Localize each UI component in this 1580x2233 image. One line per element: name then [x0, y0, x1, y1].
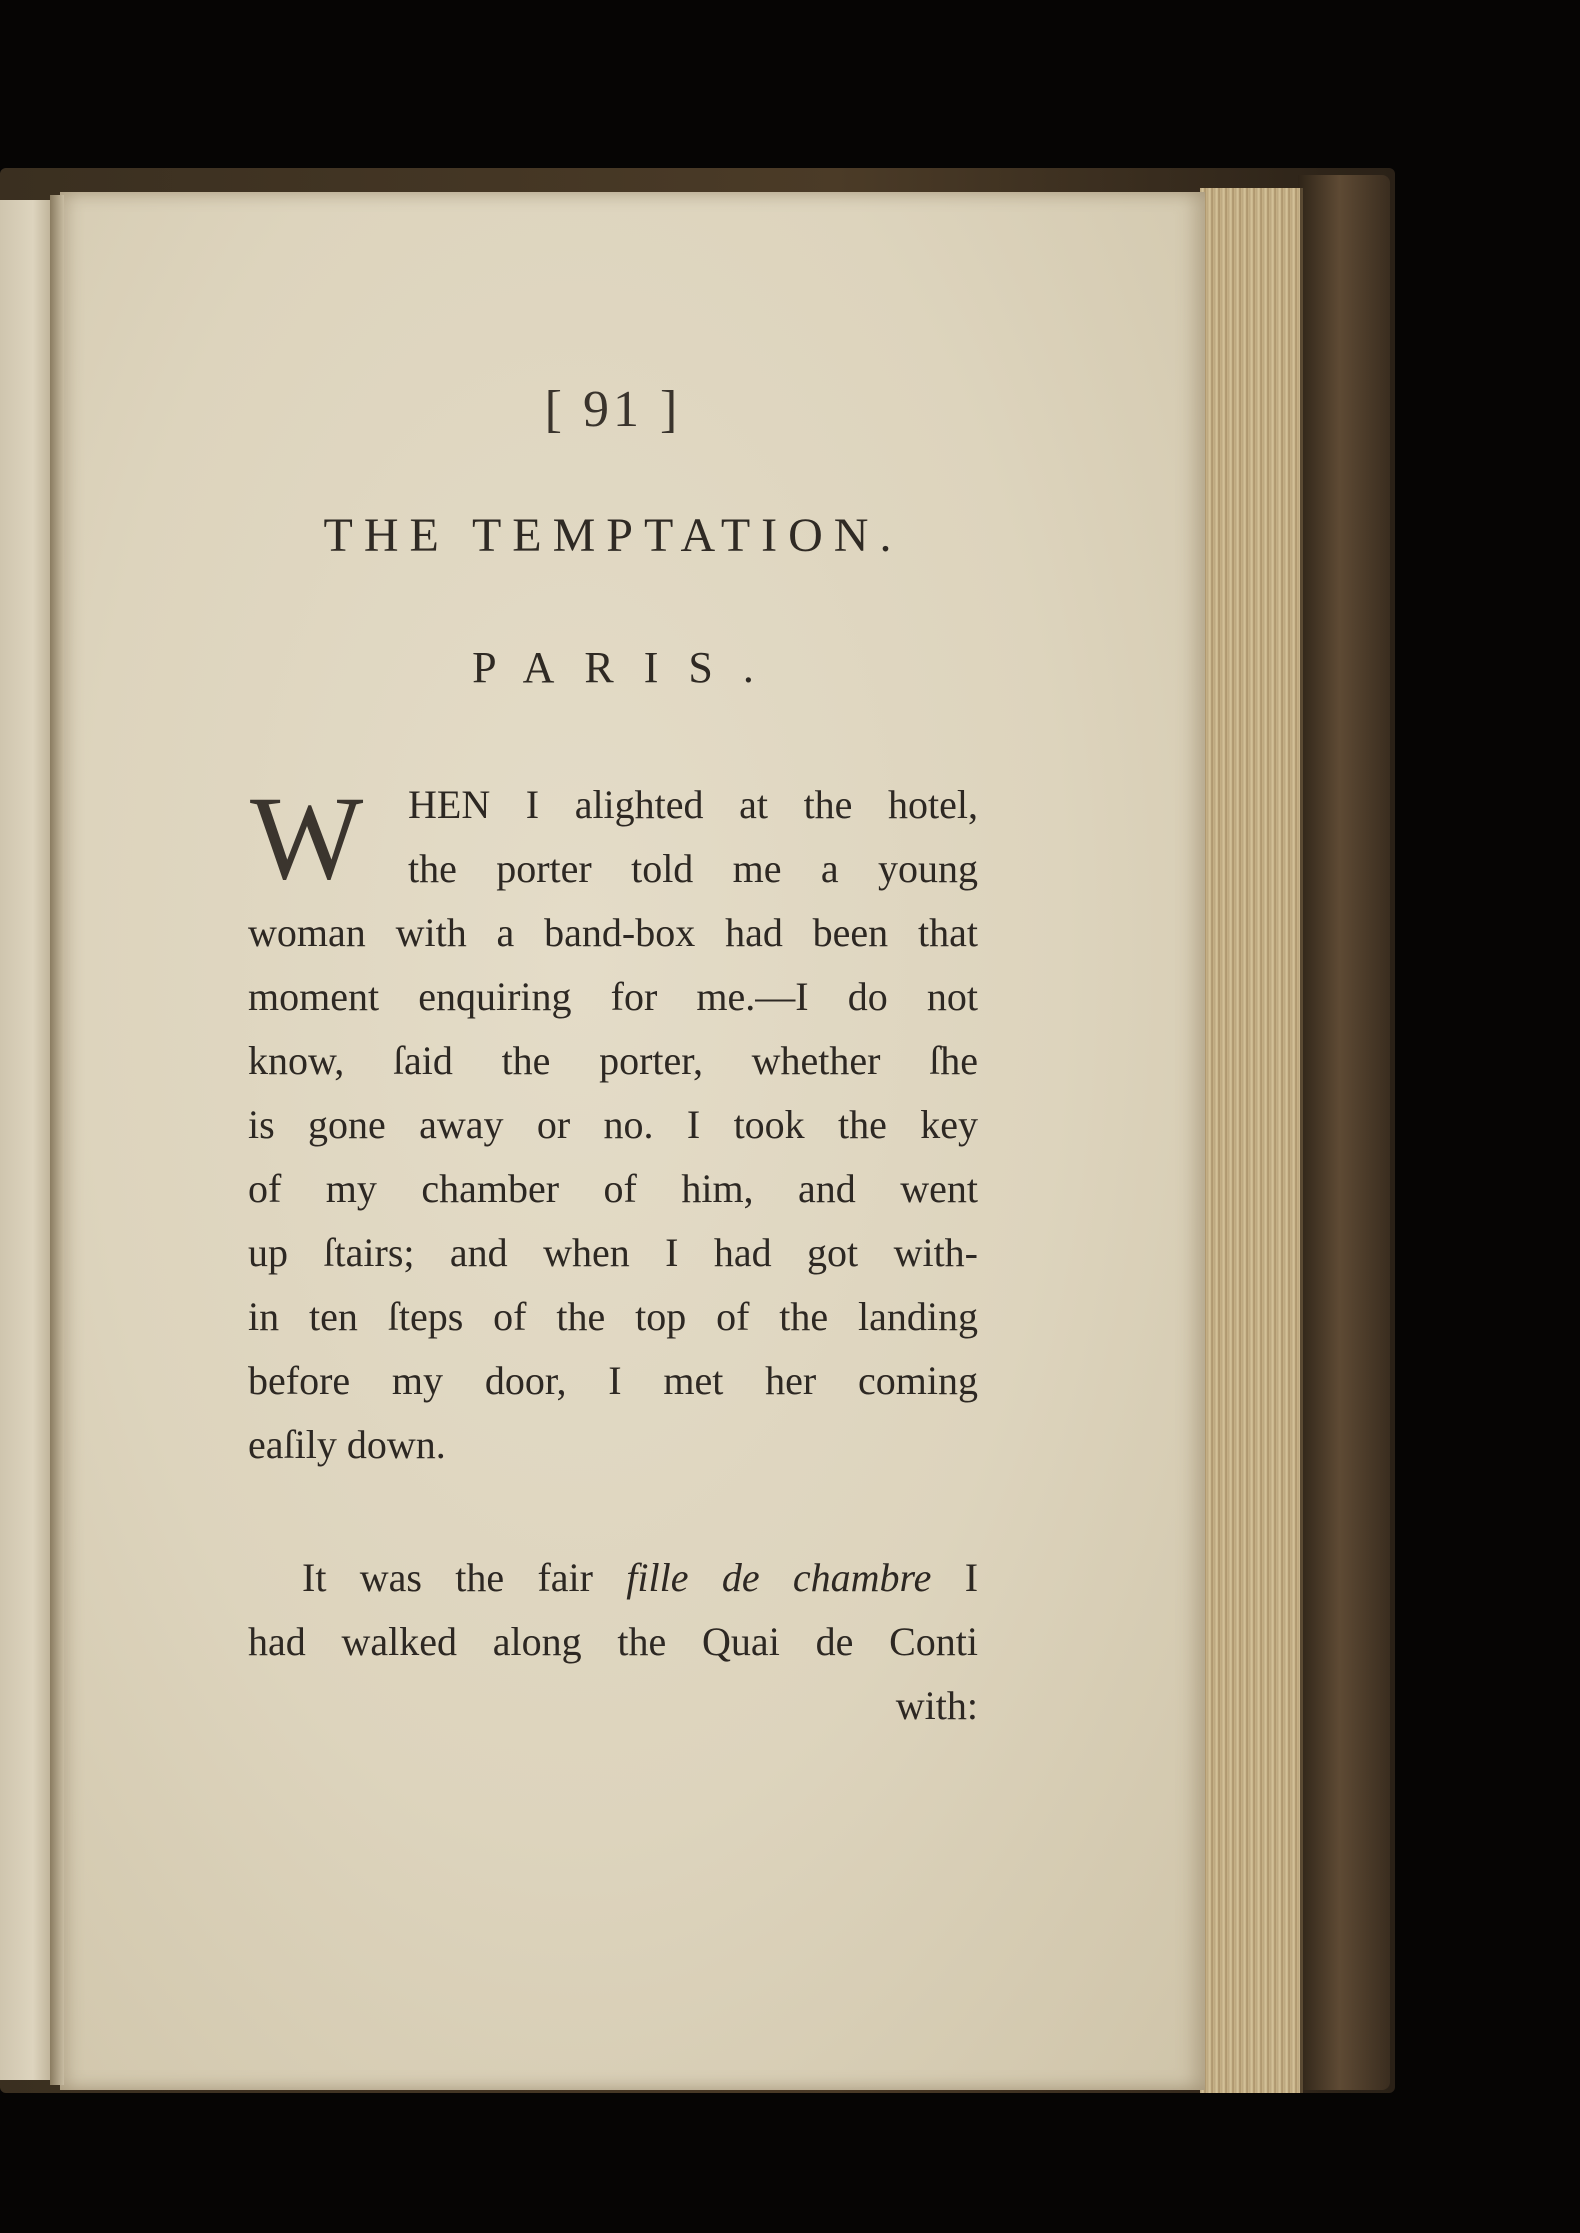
- left-page-sliver: [0, 200, 57, 2080]
- text-segment: I: [964, 1555, 979, 1600]
- text-line: of my chamber of him, and went: [248, 1166, 978, 1211]
- text-line: up ſtairs; and when I had got with-: [248, 1230, 978, 1275]
- text-line: before my door, I met her coming: [248, 1358, 978, 1403]
- text-line: [302, 1555, 979, 1600]
- text-line: eaſily down.: [248, 1422, 446, 1467]
- page-gutter: [50, 195, 64, 2085]
- text-line: is gone away or no. I took the key: [248, 1102, 978, 1147]
- text-segment: It was the fair: [302, 1555, 593, 1600]
- page-number: [ 91 ]: [544, 381, 682, 438]
- text-line: moment enquiring for me.—I do not: [248, 974, 978, 1019]
- place-heading: PARIS.: [472, 643, 784, 692]
- text-line: had walked along the Quai de Conti: [248, 1619, 978, 1664]
- text-line: know, ſaid the porter, whether ſhe: [248, 1038, 978, 1083]
- text-line: in ten ſteps of the top of the landing: [248, 1294, 978, 1339]
- page-edges: [1200, 188, 1303, 2093]
- italic-phrase: fille de chambre: [626, 1555, 932, 1600]
- chapter-title: THE TEMPTATION.: [323, 509, 903, 562]
- text-line: woman with a band-box had been that: [248, 910, 978, 955]
- text-line: the porter told me a young: [408, 846, 978, 891]
- book-spine-edge: [1298, 175, 1390, 2090]
- drop-cap: W: [250, 771, 364, 904]
- catchword: with:: [895, 1683, 978, 1728]
- text-line: HEN I alighted at the hotel,: [408, 782, 978, 827]
